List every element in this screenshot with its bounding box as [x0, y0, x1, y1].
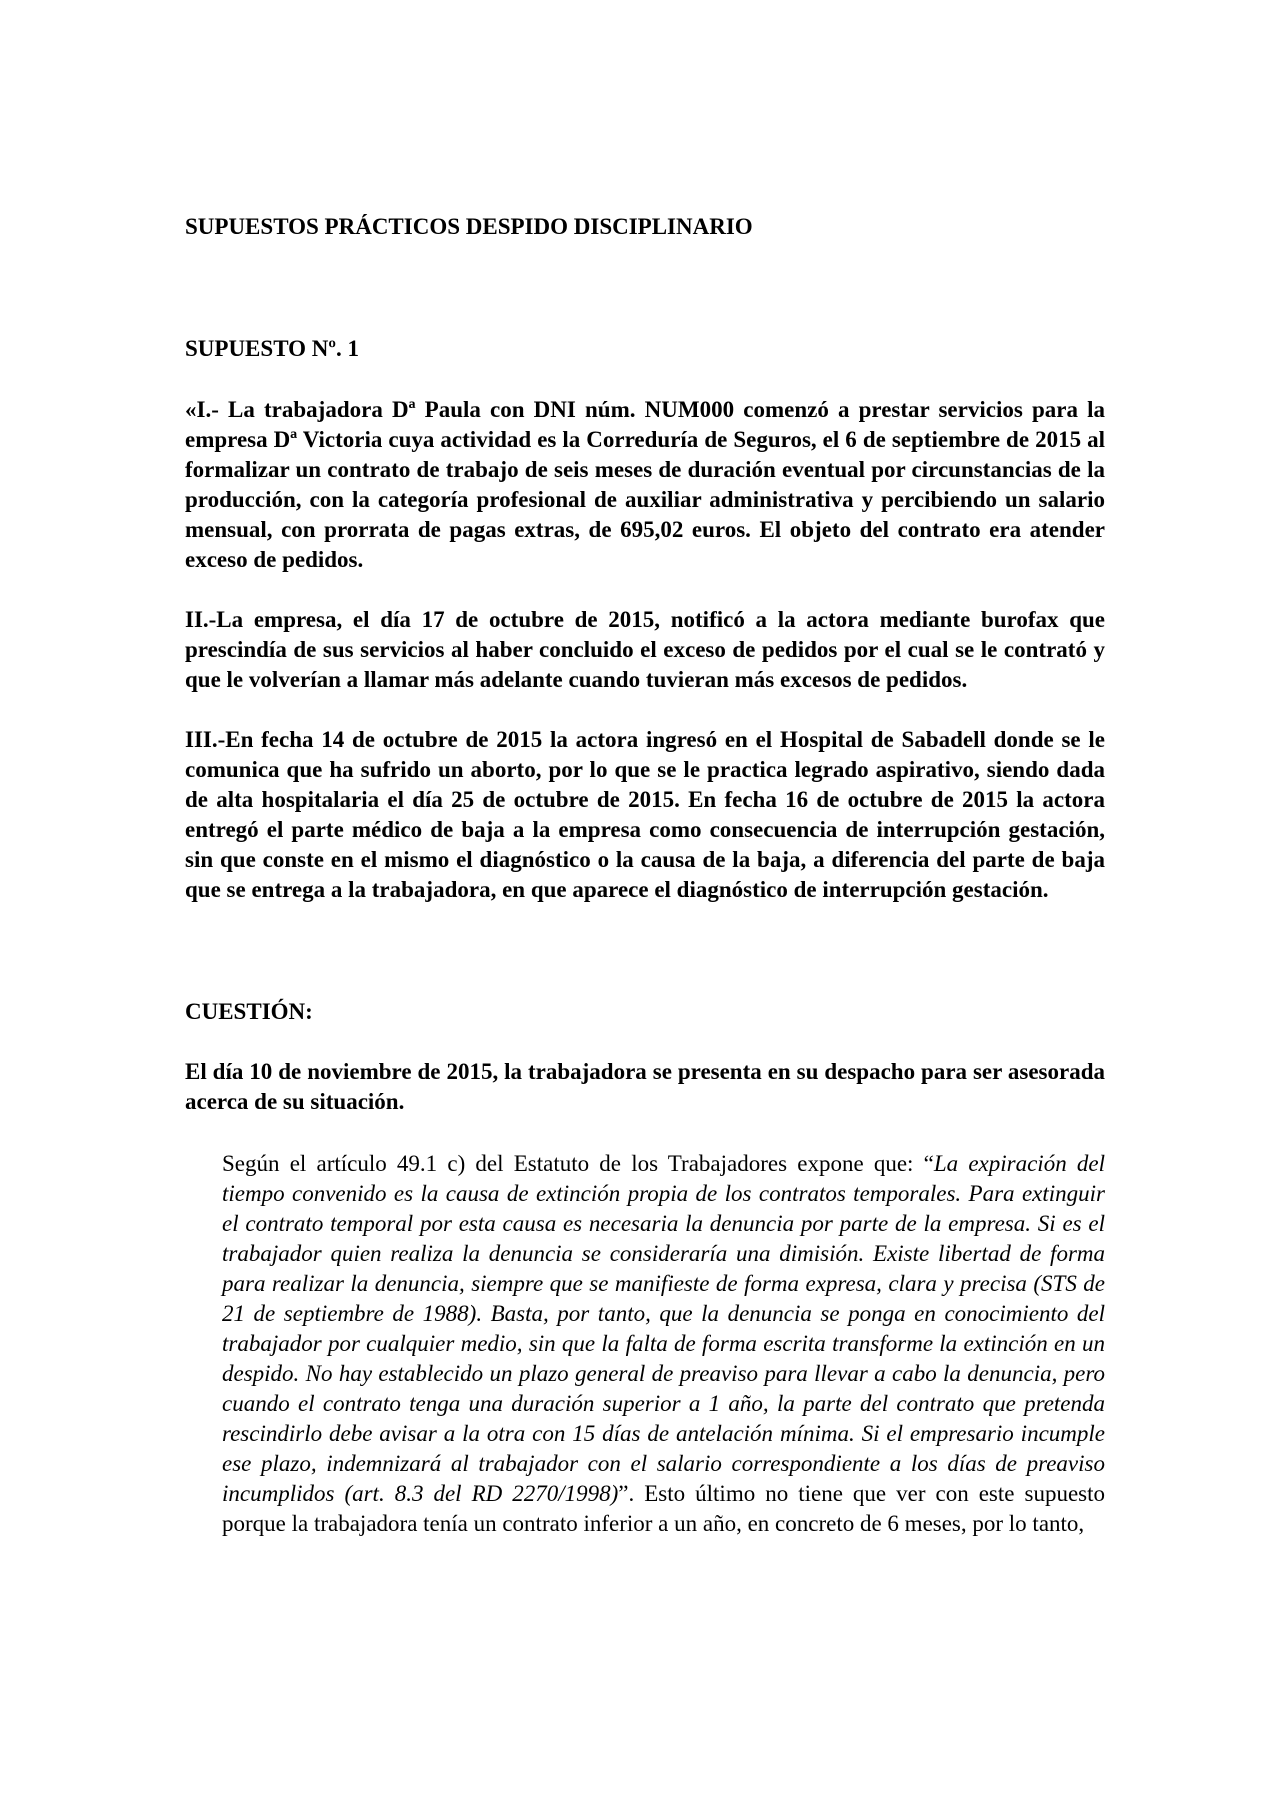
cuestion-heading: CUESTIÓN: — [185, 999, 313, 1024]
fact-paragraph-3: III.-En fecha 14 de octubre de 2015 la actora ingresó en el Hospital de Sabadell donde se le comunica que ha sufrido un aborto, por lo que se le practica legrado aspirativo, siendo dada de alta hospitalaria el día 25 de octubre de 2015. En fecha 16 de octubre de 2015 la actora entregó el parte médico de baja a la empresa como consecuencia de interrupción gestación, sin que conste en el mismo el diagnóstico o la causa de la baja, a diferencia del parte de baja que se entrega a la trabajadora, en que aparece el diagnóstico de interrupción gestación. — [185, 727, 1105, 902]
supuesto-heading: SUPUESTO Nº. 1 — [185, 336, 359, 361]
cuestion-text: El día 10 de noviembre de 2015, la trabajadora se presenta en su despacho para ser asesorada acerca de su situación. — [185, 1059, 1105, 1114]
answer-outro: ”. Esto último no tiene que ver con este supuesto porque la trabajadora tenía un contrato inferior a un año, en concreto de 6 meses, por lo tanto, — [222, 1481, 1105, 1536]
document-body — [185, 212, 1105, 1539]
answer-intro: Según el artículo 49.1 c) del Estatuto de los Trabajadores expone que: “ — [222, 1151, 934, 1176]
fact-paragraph-1: «I.- La trabajadora Dª Paula con DNI núm. NUM000 comenzó a prestar servicios para la empresa Dª Victoria cuya actividad es la Correduría de Seguros, el 6 de septiembre de 2015 al formalizar un contrato de trabajo de seis meses de duración eventual por circunstancias de la producción, con la categoría profesional de auxiliar administrativa y percibiendo un salario mensual, con prorrata de pagas extras, de 695,02 euros. El objeto del contrato era atender exceso de pedidos. — [185, 397, 1105, 572]
answer-paragraph — [222, 1149, 1105, 1539]
document-title: SUPUESTOS PRÁCTICOS DESPIDO DISCIPLINARIO — [185, 214, 753, 239]
answer-quote: La expiración del tiempo convenido es la causa de extinción propia de los contratos temporales. Para extinguir el contrato temporal por esta causa es necesaria la denuncia por parte de la empresa. Si es el trabajador quien realiza la denuncia se consideraría una dimisión. Existe libertad de forma para realizar la denuncia, siempre que se manifieste de forma expresa, clara y precisa (STS de 21 de septiembre de 1988). Basta, por tanto, que la denuncia se ponga en conocimiento del trabajador por cualquier medio, sin que la falta de forma escrita transforme la extinción en un despido. No hay establecido un plazo general de preaviso para llevar a cabo la denuncia, pero cuando el contrato tenga una duración superior a 1 año, la parte del contrato que pretenda rescindirlo debe avisar a la otra con 15 días de antelación mínima. Si el empresario incumple ese plazo, indemnizará al trabajador con el salario correspondiente a los días de preaviso incumplidos (art. 8.3 del RD 2270/1998) — [222, 1151, 1105, 1506]
fact-paragraph-2: II.-La empresa, el día 17 de octubre de 2015, notificó a la actora mediante burofax que prescindía de sus servicios al haber concluido el exceso de pedidos por el cual se le contrató y que le volverían a llamar más adelante cuando tuvieran más excesos de pedidos. — [185, 607, 1105, 692]
